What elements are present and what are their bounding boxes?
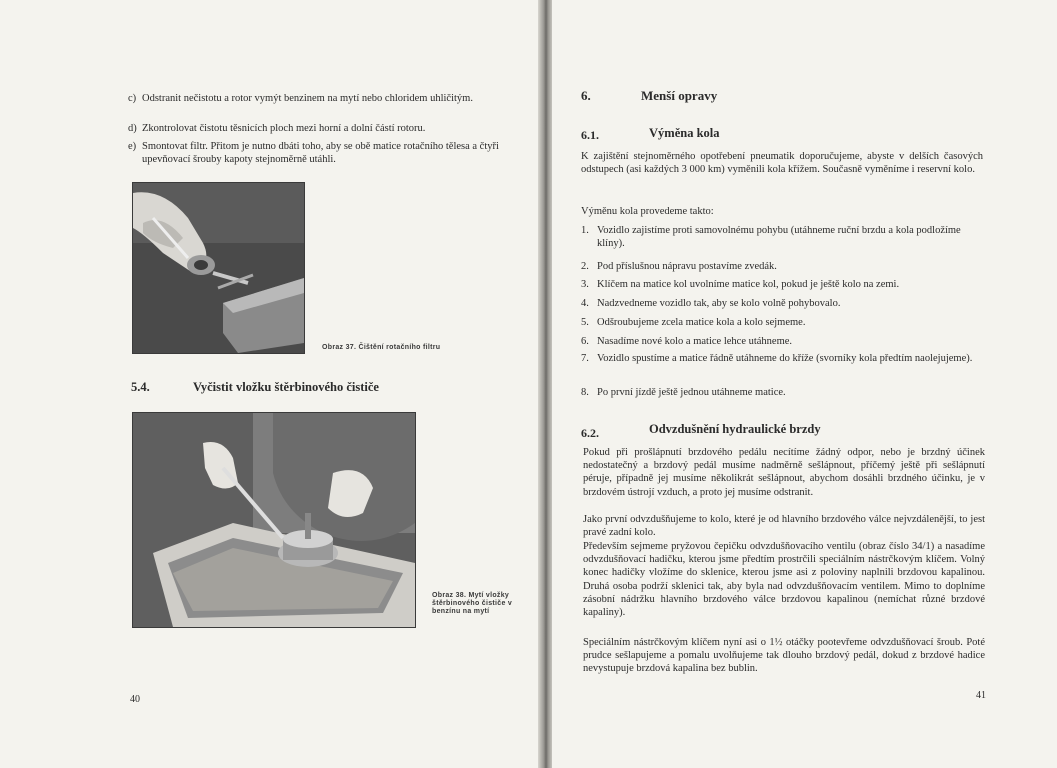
section-number: 5.4. — [131, 380, 150, 394]
list-item — [128, 92, 528, 105]
list-item — [581, 352, 983, 365]
figure-38-caption: Obraz 38. Mytí vložky štěrbinového čističe v benzínu na mytí — [432, 592, 513, 615]
figure-37-caption: Obraz 37. Čištění rotačního filtru — [322, 344, 441, 351]
list-item — [581, 224, 983, 250]
body-paragraph: Pokud při prošlápnutí brzdového pedálu necítíme žádný odpor, nebo je brzdný účinek nedostatečný a brzdový pedál musíme nadměrně sešlápnout, příčemý ještě při sešlápnutí péruje, případně jej musíme několikrát sešlápnout, abychom dosáhli brzdného účinku, je v brzdovém ústrojí vzduch, a proto jej musíme odstranit. — [583, 447, 985, 498]
step-text: Vozidlo zajistíme proti samovolnému pohybu (utáhneme ruční brzdu a kola podložíme klíny). — [597, 225, 961, 249]
step-text: Nadzvedneme vozidlo tak, aby se kolo volně pohybovalo. — [597, 298, 841, 309]
section-title: Výměna kola — [649, 126, 720, 140]
list-text: Smontovat filtr. Přitom je nutno dbáti toho, aby se obě matice rotačního tělesa a čtyři upevňovací šrouby kapoty stejnoměrně utáhli. — [142, 141, 499, 165]
step-number: 5. — [581, 317, 589, 328]
step-number: 7. — [581, 353, 589, 364]
section-title: Vyčistit vložku štěrbinového čističe — [193, 380, 379, 394]
step-text: Klíčem na matice kol uvolníme matice kol, pokud je ještě kolo na zemi. — [597, 279, 900, 290]
list-item — [581, 297, 983, 310]
list-item — [581, 316, 983, 329]
step-text: Odšroubujeme zcela matice kola a kolo sejmeme. — [597, 317, 806, 328]
page-number: 41 — [976, 690, 986, 701]
step-number: 4. — [581, 298, 589, 309]
chapter-title: Menší opravy — [641, 88, 718, 103]
list-text: Zkontrolovat čistotu těsnicích ploch mezi horní a dolní částí rotoru. — [142, 123, 426, 134]
list-text: Odstranit nečistotu a rotor vymýt benzinem na mytí nebo chloridem uhličitým. — [142, 93, 473, 104]
list-item — [581, 278, 983, 291]
list-item — [581, 260, 983, 273]
section-number: 6.2. — [581, 426, 599, 440]
section-title: Odvzdušnění hydraulické brzdy — [649, 422, 821, 436]
step-number: 6. — [581, 336, 589, 347]
list-marker: d) — [128, 123, 137, 134]
list-item — [128, 122, 528, 135]
filter-insert-washing-photo — [132, 412, 416, 628]
step-text: Po první jízdě ještě jednou utáhneme matice. — [597, 387, 786, 398]
rotary-filter-photo — [132, 182, 305, 354]
filter-insert-illustration — [133, 413, 415, 627]
list-item — [128, 140, 528, 166]
step-text: Pod příslušnou nápravu postavíme zvedák. — [597, 261, 777, 272]
list-marker: e) — [128, 141, 137, 152]
step-text: Nasadíme nové kolo a matice lehce utáhneme. — [597, 336, 793, 347]
step-number: 3. — [581, 279, 589, 290]
rotary-filter-illustration — [133, 183, 304, 353]
intro-paragraph: K zajištění stejnoměrného opotřebení pneumatik doporučujeme, abyste v delších časových odstupech (asi každých 3 000 km) vyměnili kola křížem. Současně vyměníme i reservní kolo. — [581, 151, 983, 176]
list-item — [581, 386, 983, 399]
body-paragraph: Jako první odvzdušňujeme to kolo, které je od hlavního brzdového válce nejvzdálenější, to jest pravé zadní kolo. — [583, 514, 985, 539]
right-page — [552, 0, 1057, 768]
step-text: Vozidlo spustíme a matice řádně utáhneme do kříže (svorníky kola předtím naolejujeme). — [597, 353, 973, 364]
step-number: 2. — [581, 261, 589, 272]
page-number: 40 — [130, 694, 140, 705]
section-number: 6.1. — [581, 128, 599, 142]
step-number: 8. — [581, 387, 589, 398]
chapter-number: 6. — [581, 88, 591, 103]
body-paragraph: Speciálním nástrčkovým klíčem nyní asi o 1½ otáčky pootevřeme odvzdušňovací šroub. Poté prudce sešlapujeme a pomalu uvolňujeme tak dlouho brzdový pedál, dokud z brzdové hadice nevystupuje brzdová kapalina bez bublin. — [583, 637, 985, 675]
step-number: 1. — [581, 225, 589, 236]
procedure-intro: Výměnu kola provedeme takto: — [581, 206, 714, 217]
body-paragraph: Především sejmeme pryžovou čepičku odvzdušňovacího ventilu (obraz číslo 34/1) a nasadíme odvzdušňovací hadičku, kterou jsme předtím prostrčili speciálním nástrčkovým klíčem. Volný konec hadičky vložíme do sklenice, kterou jsme asi z poloviny naplnili brzdovou kapalinou. Druhá osoba podrží sklenici tak, aby byla nad odvzdušňovacím ventilem. Mimo to doplníme zásobní nádržku hlavního brzdového válce brzdovou kapalinou (nemíchat různé brzdové kapaliny). — [583, 541, 985, 619]
list-marker: c) — [128, 93, 137, 104]
list-item — [581, 335, 983, 348]
